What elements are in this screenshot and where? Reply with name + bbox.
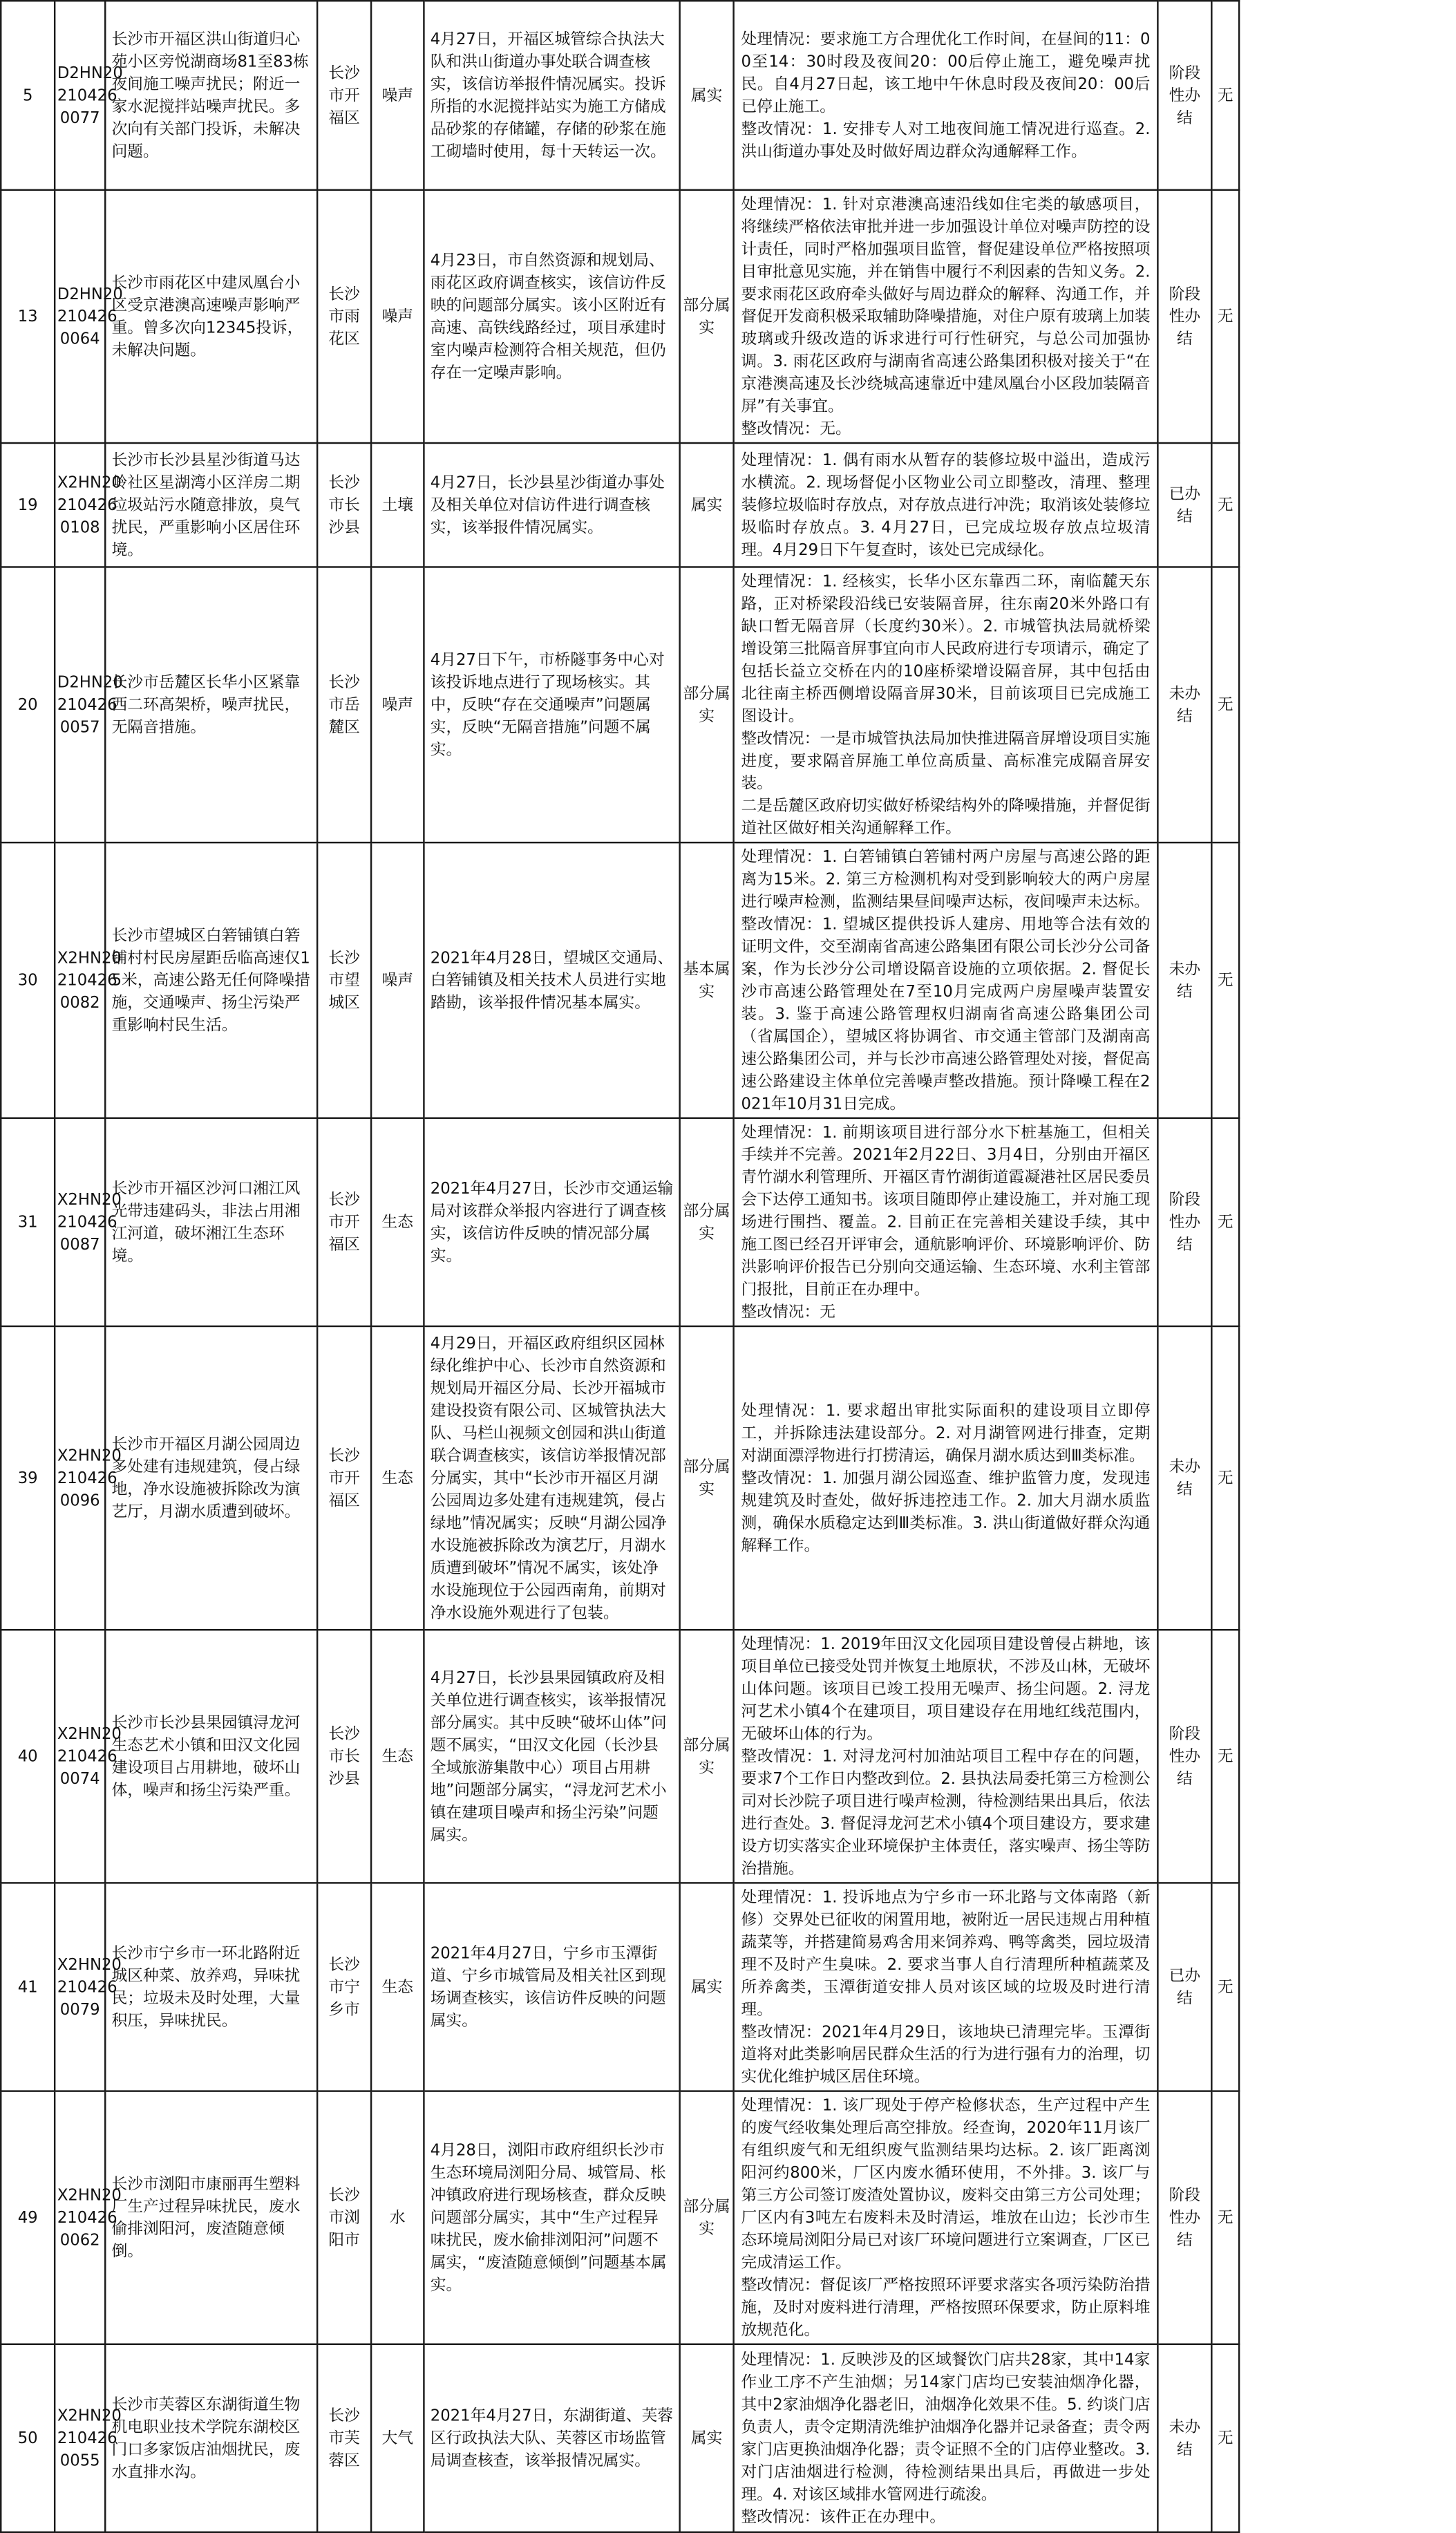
processing-cell [734, 2091, 1158, 2344]
status-cell-line: 结 [1176, 108, 1193, 127]
row-number-cell: 13 [1, 190, 55, 443]
status-cell-line: 未办 [1169, 1457, 1201, 1476]
processing-cell-line: 处理情况：1. 该厂现处于停产检修状态，生产过程中产生的废气经收集处理后高空排放。经查询，2020年11月该厂有组织废气和无组织废气监测结果均达标。2. 该厂距离浏阳河约800米，厂区内废水循环使用，不外排。3. 该厂与第三方公司签订废渣处置协议，废料交由第三方公司处理；厂区内有3吨左右废料未及时清运，堆放在山边；长沙市生态环境局浏阳分局已对该厂环境问题进行立案调查，厂区已完成清运工作。 [741, 2096, 1151, 2272]
case-code-cell-line: X2HN20 [57, 2406, 122, 2425]
table-row [1, 190, 1239, 443]
processing-cell-line: 处理情况：1. 2019年田汉文化园项目建设曾侵占耕地，该项目单位已接受处罚并恢复土地原状，不涉及山林，无破坏山体问题。该项目已竣工投用无噪声、扬尘问题。2. 浔龙河艺术小镇4个在建项目，项目建设存在用地红线范围内，无破坏山体的行为。 [741, 1635, 1151, 1743]
table-row [1, 2091, 1239, 2344]
row-number-cell: 19 [1, 443, 55, 567]
region-cell-line: 市开 [328, 1212, 360, 1232]
case-code-cell-line: X2HN20 [57, 2185, 122, 2205]
region-cell-line: 福区 [328, 1491, 360, 1510]
processing-cell [734, 2344, 1158, 2532]
processing-cell [734, 1, 1158, 190]
case-code-cell-line: 0077 [59, 108, 100, 127]
status-cell-line: 结 [1176, 2440, 1193, 2459]
case-code-cell-line: X2HN20 [57, 1955, 122, 1974]
region-cell [317, 1118, 371, 1326]
status-cell-line: 性办 [1169, 86, 1201, 105]
status-cell [1157, 2344, 1211, 2532]
region-cell-line: 长沙 [328, 1724, 360, 1743]
region-cell-line: 长沙 [328, 63, 360, 82]
status-cell-line: 结 [1176, 1988, 1193, 2008]
pollution-type-cell: 生态 [371, 1883, 424, 2091]
processing-cell-line: 整改情况：该件正在办理中。 [741, 2507, 946, 2526]
processing-cell [734, 1883, 1158, 2091]
processing-cell-line: 处理情况：要求施工方合理优化工作时间，在昼间的11：00至14：30时段及夜间20：00后停止施工，避免噪声扰民。自4月27日起，该工地中午休息时段及夜间20：00后已停止施工。 [741, 30, 1151, 116]
region-cell-line: 福区 [328, 108, 360, 127]
processing-cell-line: 处理情况：1. 投诉地点为宁乡市一环北路与文体南路（新修）交界处已征收的闲置用地，被附近一居民违规占用种植蔬菜等，并搭建简易鸡舍用来饲养鸡、鸭等禽类，园垃圾清理不及时产生臭味。2. 要求当事人自行清理所种植蔬菜及所养禽类，玉潭街道安排人员对该区域的垃圾及时进行清理。 [741, 1887, 1151, 2019]
table-row [1, 1883, 1239, 2091]
pollution-type-cell: 噪声 [371, 1, 424, 190]
case-code-cell-line: X2HN20 [57, 1446, 122, 1465]
region-cell-line: 福区 [328, 1235, 360, 1254]
complaint-description-cell: 长沙市宁乡市一环北路附近城区种菜、放养鸡，异味扰民；垃圾未及时处理，大量积压，异味扰民。 [105, 1883, 317, 2091]
case-code-cell-line: 210426 [57, 970, 117, 990]
region-cell-line: 市开 [328, 86, 360, 105]
processing-cell [734, 190, 1158, 443]
case-code-cell [55, 2344, 122, 2532]
case-code-cell-line: X2HN20 [57, 1724, 122, 1743]
accountability-cell: 无 [1211, 2344, 1239, 2532]
case-code-cell-line: 210426 [57, 1212, 117, 1232]
region-cell-line: 阳市 [328, 2230, 360, 2250]
case-code-cell-line: 210426 [57, 1977, 117, 1996]
region-cell-line: 长沙 [328, 1190, 360, 1209]
region-cell [317, 190, 371, 443]
region-cell-line: 麓区 [328, 717, 360, 737]
case-code-cell-line: 210426 [57, 2207, 117, 2227]
status-cell [1157, 1326, 1211, 1630]
status-cell-line: 性办 [1169, 2207, 1201, 2227]
region-cell-line: 沙县 [328, 1769, 360, 1788]
row-number-cell: 20 [1, 567, 55, 842]
verification-cell: 部分属实 [680, 1118, 734, 1326]
status-cell [1157, 2091, 1211, 2344]
pollution-type-cell: 大气 [371, 2344, 424, 2532]
accountability-cell: 无 [1211, 1630, 1239, 1883]
pollution-type-cell: 水 [371, 2091, 424, 2344]
case-code-cell-line: 210426 [57, 495, 117, 514]
processing-cell-line: 整改情况：1. 对浔龙河村加油站项目工程中存在的问题，要求7个工作日内整改到位。2. 县执法局委托第三方检测公司对长沙院子项目进行噪声检测，待检测结果出具后，依法进行查处。3. 督促浔龙河艺术小镇4个项目建设方，要求建设方切实落实企业环境保护主体责任，落实噪声、扬尘等防治措施。 [741, 1746, 1151, 1878]
status-cell-line: 阶段 [1169, 1724, 1201, 1743]
verification-cell: 属实 [680, 443, 734, 567]
region-cell-line: 乡市 [328, 1999, 360, 2019]
case-code-cell-line: D2HN20 [57, 284, 123, 303]
status-cell-line: 结 [1176, 507, 1193, 525]
pollution-type-cell: 噪声 [371, 190, 424, 443]
case-code-cell-line: 0057 [59, 717, 100, 737]
case-code-cell-line: 0062 [59, 2230, 100, 2250]
accountability-cell: 无 [1211, 443, 1239, 567]
processing-cell [734, 1118, 1158, 1326]
processing-cell [734, 443, 1158, 567]
row-number-cell: 40 [1, 1630, 55, 1883]
investigation-cell: 4月27日，开福区城管综合执法大队和洪山街道办事处联合调查核实，该信访举报件情况属实。投诉所指的水泥搅拌站实为施工方储成品砂浆的存储罐，存储的砂浆在施工砌墙时使用，每十天转运一次。 [424, 1, 679, 190]
status-cell-line: 结 [1176, 706, 1193, 725]
region-cell-line: 市芙 [328, 2428, 360, 2447]
row-number-cell: 5 [1, 1, 55, 190]
table-row [1, 567, 1239, 842]
complaint-description-cell: 长沙市长沙县果园镇浔龙河生态艺术小镇和田汉文化园建设项目占用耕地，破坏山体，噪声和扬尘污染严重。 [105, 1630, 317, 1883]
complaint-description-cell: 长沙市长沙县星沙街道马达岭社区星湖湾小区洋房二期垃圾站污水随意排放，臭气扰民，严重影响小区居住环境。 [105, 443, 317, 567]
complaint-description-cell: 长沙市开福区沙河口湘江风光带违建码头，非法占用湘江河道，破坏湘江生态环境。 [105, 1118, 317, 1326]
status-cell-line: 结 [1176, 329, 1193, 348]
processing-cell-line: 整改情况：一是市城管执法局加快推进隔音屏增设项目实施进度，要求隔音屏施工单位高质量、高标准完成隔音屏安装。 [741, 728, 1151, 793]
status-cell [1157, 567, 1211, 842]
status-cell [1157, 1, 1211, 190]
verification-cell: 属实 [680, 1, 734, 190]
case-code-cell-line: 210426 [57, 695, 117, 714]
table-row [1, 1630, 1239, 1883]
row-number-cell: 50 [1, 2344, 55, 2532]
status-cell-line: 结 [1176, 1235, 1193, 1254]
row-number-cell: 41 [1, 1883, 55, 2091]
accountability-cell: 无 [1211, 1883, 1239, 2091]
table-row [1, 2344, 1239, 2532]
case-code-cell-line: D2HN20 [57, 63, 123, 82]
accountability-cell: 无 [1211, 1326, 1239, 1630]
region-cell-line: 蓉区 [328, 2451, 360, 2470]
case-code-cell-line: 0108 [59, 518, 100, 537]
status-cell-line: 阶段 [1169, 2185, 1201, 2205]
investigation-cell: 2021年4月27日，东湖街道、芙蓉区行政执法大队、芙蓉区市场监管局调查核查，该举报情况属实。 [424, 2344, 679, 2532]
status-cell-line: 结 [1176, 981, 1193, 1001]
status-cell-line: 阶段 [1169, 1190, 1201, 1209]
processing-cell-line: 处理情况：1. 针对京港澳高速沿线如住宅类的敏感项目，将继续严格依法审批并进一步加强设计单位对噪声防控的设计责任，同时严格加强项目监管，督促建设单位严格按照项目审批意见实施，并在销售中履行不利因素的告知义务。2. 要求雨花区政府牵头做好与周边群众的解释、沟通工作，并督促开发商积极采取辅助降噪措施，对住户原有玻璃上加装玻璃或升级改造的诉求进行可行性研究，与总公司加强协调。3. 雨花区政府与湖南省高速公路集团积极对接关于“在京港澳高速及长沙绕城高速靠近中建凤凰台小区段加装隔音屏”有关事宜。 [741, 194, 1151, 415]
processing-cell-line: 整改情况：1. 加强月湖公园巡查、维护监管力度，发现违规建筑及时查处，做好拆违控违工作。2. 加大月湖水质监测，确保水质稳定达到Ⅲ类标准。3. 洪山街道做好群众沟通解释工作。 [741, 1468, 1151, 1555]
region-cell-line: 市岳 [328, 695, 360, 714]
verification-cell: 部分属实 [680, 567, 734, 842]
investigation-cell: 4月28日，浏阳市政府组织长沙市生态环境局浏阳分局、城管局、枨冲镇政府进行现场核查，群众反映问题部分属实，其中“生产过程异味扰民，废水偷排浏阳河”问题不属实，“废渣随意倾倒”问题基本属实。 [424, 2091, 679, 2344]
region-cell [317, 842, 371, 1118]
processing-cell-line: 处理情况：1. 前期该项目进行部分水下桩基施工，但相关手续并不完善。2021年2月22日、3月4日，分别由开福区青竹湖水利管理所、开福区青竹湖街道霞凝港社区居民委员会下达停工通知书。该项目随即停止建设施工，并对施工现场进行围挡、覆盖。2. 目前正在完善相关建设手续，其中施工图已经召开评审会，通航影响评价、环境影响评价、防洪影响评价报告已分别向交通运输、生态环境、水利主管部门报批，目前正在办理中。 [741, 1122, 1151, 1299]
region-cell-line: 长沙 [328, 1446, 360, 1465]
case-code-cell-line: 210426 [57, 2428, 117, 2447]
investigation-cell: 4月23日，市自然资源和规划局、雨花区政府调查核实，该信访件反映的问题部分属实。该小区附近有高速、高铁线路经过，项目承建时室内噪声检测符合相关规范，但仍存在一定噪声影响。 [424, 190, 679, 443]
table-row [1, 1326, 1239, 1630]
case-code-cell [55, 190, 123, 443]
status-cell [1157, 842, 1211, 1118]
complaint-description-cell: 长沙市开福区月湖公园周边多处建有违规建筑，侵占绿地，净水设施被拆除改为演艺厅，月湖水质遭到破坏。 [105, 1326, 317, 1630]
investigation-cell: 4月27日，长沙县果园镇政府及相关单位进行调查核实，该举报情况部分属实。其中反映“破坏山体”问题不属实，“田汉文化园（长沙县全域旅游集散中心）项目占用耕地”问题部分属实，“浔龙河艺术小镇在建项目噪声和扬尘污染”问题属实。 [424, 1630, 679, 1883]
processing-cell-line: 处理情况：1. 偶有雨水从暂存的装修垃圾中溢出，造成污水横流。2. 现场督促小区物业公司立即整改，清理、整理装修垃圾临时存放点，对存放点进行冲洗；取消该处装修垃圾临时存放点。3. 4月27日，已完成垃圾存放点垃圾清理。4月29日下午复查时，该处已完成绿化。 [741, 450, 1151, 559]
verification-cell: 部分属实 [680, 1326, 734, 1630]
status-cell-line: 性办 [1169, 307, 1201, 326]
verification-cell: 基本属实 [680, 842, 734, 1118]
region-cell [317, 1883, 371, 2091]
case-code-cell [55, 443, 122, 567]
case-code-cell-line: X2HN20 [57, 948, 122, 967]
status-cell [1157, 1630, 1211, 1883]
processing-cell-line: 二是岳麓区政府切实做好桥梁结构外的降噪措施，并督促街道社区做好相关沟通解释工作。 [741, 796, 1151, 838]
case-code-cell-line: 210426 [57, 1746, 117, 1766]
status-cell-line: 未办 [1169, 2417, 1201, 2436]
complaint-description-cell: 长沙市雨花区中建凤凰台小区受京港澳高速噪声影响严重。曾多次向12345投诉，未解决问题。 [105, 190, 317, 443]
case-code-cell [55, 567, 123, 842]
status-cell-line: 结 [1176, 2230, 1193, 2250]
processing-cell [734, 842, 1158, 1118]
case-code-cell-line: 0082 [59, 993, 100, 1012]
verification-cell: 部分属实 [680, 190, 734, 443]
status-cell-line: 阶段 [1169, 284, 1201, 303]
accountability-cell: 无 [1211, 190, 1239, 443]
accountability-cell: 无 [1211, 2091, 1239, 2344]
region-cell [317, 443, 371, 567]
accountability-cell: 无 [1211, 1, 1239, 190]
status-cell [1157, 190, 1211, 443]
complaint-description-cell: 长沙市开福区洪山街道归心苑小区旁悦湖商场81至83栋夜间施工噪声扰民；附近一家水泥搅拌站噪声扰民。多次向有关部门投诉，未解决问题。 [105, 1, 317, 190]
case-code-cell [55, 1118, 122, 1326]
region-cell-line: 长沙 [328, 2185, 360, 2205]
region-cell-line: 市望 [328, 970, 360, 990]
verification-cell: 属实 [680, 2344, 734, 2532]
verification-cell: 部分属实 [680, 1630, 734, 1883]
status-cell [1157, 1118, 1211, 1326]
region-cell-line: 城区 [328, 993, 360, 1012]
case-code-cell [55, 1326, 122, 1630]
status-cell-line: 性办 [1169, 1746, 1201, 1766]
processing-cell [734, 1326, 1158, 1630]
processing-cell [734, 1630, 1158, 1883]
region-cell-line: 市开 [328, 1468, 360, 1487]
region-cell-line: 长沙 [328, 948, 360, 967]
case-code-cell-line: 210426 [57, 307, 117, 326]
region-cell [317, 2344, 371, 2532]
case-code-cell-line: 0096 [59, 1491, 100, 1510]
complaint-description-cell: 长沙市望城区白箬铺镇白箬铺村村民房屋距岳临高速仅15米，高速公路无任何降噪措施，交通噪声、扬尘污染严重影响村民生活。 [105, 842, 317, 1118]
region-cell [317, 1, 371, 190]
processing-cell-line: 处理情况：1. 反映涉及的区域餐饮门店共28家，其中14家作业工序不产生油烟；另14家门店均已安装油烟净化器，其中2家油烟净化器老旧，油烟净化效果不佳。5. 约谈门店负责人，责令定期清洗维护油烟净化器并记录备查；责令两家门店更换油烟净化器；责令证照不全的门店停业整改。3. 对门店油烟进行检测，待检测结果出具后，再做进一步处理。4. 对该区域排水管网进行疏浚。 [741, 2350, 1151, 2503]
region-cell [317, 1630, 371, 1883]
region-cell-line: 长沙 [328, 1955, 360, 1974]
case-code-cell [55, 2091, 122, 2344]
investigation-cell: 2021年4月27日，宁乡市玉潭街道、宁乡市城管局及相关社区到现场调查核实，该信访件反映的问题属实。 [424, 1883, 679, 2091]
processing-cell-line: 整改情况：无。 [741, 419, 851, 438]
investigation-cell: 4月29日，开福区政府组织区园林绿化维护中心、长沙市自然资源和规划局开福区分局、长沙开福城市建设投资有限公司、区城管执法大队、马栏山视频文创园和洪山街道联合调查核实，该信访举报情况部分属实，其中“长沙市开福区月湖公园周边多处建有违规建筑，侵占绿地”情况属实；反映“月湖公园净水设施被拆除改为演艺厅，月湖水质遭到破坏”情况不属实，该处净水设施现位于公园西南角，前期对净水设施外观进行了包装。 [424, 1326, 679, 1630]
region-cell-line: 长沙 [328, 473, 360, 492]
table-row [1, 1118, 1239, 1326]
region-cell-line: 市长 [328, 495, 360, 514]
region-cell-line: 长沙 [328, 672, 360, 692]
processing-cell-line: 处理情况：1. 经核实，长华小区东靠西二环，南临麓天东路，正对桥梁段沿线已安装隔音屏，往东南20米外路口有缺口暂无隔音屏（长度约30米）。2. 市城管执法局就桥梁增设第三批隔音屏事宜向市人民政府进行专项请示，确定了包括长益立交桥在内的10座桥梁增设隔音屏，其中包括由北往南主桥西侧增设隔音屏30米，目前该项目已完成施工图设计。 [741, 572, 1151, 725]
region-cell-line: 市浏 [328, 2207, 360, 2227]
pollution-type-cell: 生态 [371, 1630, 424, 1883]
pollution-type-cell: 噪声 [371, 567, 424, 842]
status-cell-line: 结 [1176, 1769, 1193, 1788]
complaint-description-cell: 长沙市岳麓区长华小区紧靠西二环高架桥，噪声扰民，无隔音措施。 [105, 567, 317, 842]
investigation-cell: 2021年4月27日，长沙市交通运输局对该群众举报内容进行了调查核实，该信访件反映的情况部分属实。 [424, 1118, 679, 1326]
region-cell-line: 长沙 [328, 284, 360, 303]
status-cell-line: 未办 [1169, 959, 1201, 979]
case-code-cell-line: X2HN20 [57, 473, 122, 492]
case-code-cell-line: 210426 [57, 1468, 117, 1487]
processing-cell-line: 整改情况：2021年4月29日，该地块已清理完毕。玉潭街道将对此类影响居民群众生活的行为进行强有力的治理，切实优化维护城区居住环境。 [741, 2022, 1151, 2086]
case-code-cell-line: X2HN20 [57, 1190, 122, 1209]
status-cell-line: 未办 [1169, 684, 1201, 703]
region-cell [317, 567, 371, 842]
accountability-cell: 无 [1211, 567, 1239, 842]
processing-cell [734, 567, 1158, 842]
region-cell-line: 市长 [328, 1746, 360, 1766]
status-cell-line: 结 [1176, 1480, 1193, 1498]
row-number-cell: 49 [1, 2091, 55, 2344]
region-cell [317, 2091, 371, 2344]
processing-cell-line: 处理情况：1. 白箬铺镇白箬铺村两户房屋与高速公路的距离为15米。2. 第三方检测机构对受到影响较大的两户房屋进行噪声检测，监测结果昼间噪声达标，夜间噪声未达标。 [741, 847, 1151, 911]
case-code-cell [55, 842, 122, 1118]
accountability-cell: 无 [1211, 842, 1239, 1118]
verification-cell: 部分属实 [680, 2091, 734, 2344]
complaint-description-cell: 长沙市浏阳市康丽再生塑料厂生产过程异味扰民，废水偷排浏阳河，废渣随意倾倒。 [105, 2091, 317, 2344]
table-row [1, 1, 1239, 190]
complaint-description-cell: 长沙市芙蓉区东湖街道生物机电职业技术学院东湖校区门口多家饭店油烟扰民，废水直排水沟。 [105, 2344, 317, 2532]
region-cell-line: 市雨 [328, 307, 360, 326]
investigation-cell: 4月27日下午，市桥隧事务中心对该投诉地点进行了现场核实。其中，反映“存在交通噪声”问题属实，反映“无隔音措施”问题不属实。 [424, 567, 679, 842]
case-code-cell [55, 1630, 122, 1883]
case-code-cell-line: 0074 [59, 1769, 100, 1788]
case-code-cell [55, 1, 123, 190]
table-row [1, 443, 1239, 567]
pollution-type-cell: 生态 [371, 1118, 424, 1326]
pollution-type-cell: 生态 [371, 1326, 424, 1630]
status-cell-line: 阶段 [1169, 63, 1201, 82]
region-cell [317, 1326, 371, 1630]
region-cell-line: 沙县 [328, 518, 360, 537]
case-code-cell-line: 0064 [59, 329, 100, 348]
investigation-cell: 2021年4月28日，望城区交通局、白箬铺镇及相关技术人员进行实地踏勘，该举报件情况基本属实。 [424, 842, 679, 1118]
status-cell-line: 已办 [1169, 1966, 1201, 1985]
table-row [1, 842, 1239, 1118]
status-cell [1157, 443, 1211, 567]
investigation-cell: 4月27日，长沙县星沙街道办事处及相关单位对信访件进行调查核实，该举报件情况属实。 [424, 443, 679, 567]
processing-cell-line: 整改情况：无 [741, 1302, 835, 1321]
row-number-cell: 39 [1, 1326, 55, 1630]
row-number-cell: 31 [1, 1118, 55, 1326]
case-code-cell-line: 0055 [59, 2451, 100, 2470]
accountability-cell: 无 [1211, 1118, 1239, 1326]
processing-cell-line: 整改情况：1. 望城区提供投诉人建房、用地等合法有效的证明文件，交至湖南省高速公路集团有限公司长沙分公司备案，作为长沙分公司增设隔音设施的立项依据。2. 督促长沙市高速公路管理处在7至10月完成两户房屋噪声装置安装。3. 鉴于高速公路管理权归湖南省高速公路集团公司（省属国企），望城区将协调省、市交通主管部门及湖南高速公路集团公司，并与长沙市高速公路管理处对接，督促高速公路建设主体单位完善噪声整改措施。预计降噪工程在2021年10月31日完成。 [741, 914, 1151, 1113]
case-code-cell-line: D2HN20 [57, 672, 123, 692]
region-cell-line: 市宁 [328, 1977, 360, 1996]
region-cell-line: 花区 [328, 329, 360, 348]
region-cell-line: 长沙 [328, 2406, 360, 2425]
pollution-type-cell: 噪声 [371, 842, 424, 1118]
processing-cell-line: 整改情况：1. 安排专人对工地夜间施工情况进行巡查。2. 洪山街道办事处及时做好周边群众沟通解释工作。 [741, 119, 1151, 161]
status-cell [1157, 1883, 1211, 2091]
processing-cell-line: 整改情况：督促该厂严格按照环评要求落实各项污染防治措施，及时对废料进行清理，严格按照环保要求，防止原料堆放规范化。 [741, 2275, 1151, 2339]
case-code-cell [55, 1883, 122, 2091]
case-code-cell-line: 210426 [57, 86, 117, 105]
pollution-type-cell: 土壤 [371, 443, 424, 567]
case-code-cell-line: 0087 [59, 1235, 100, 1254]
verification-cell: 属实 [680, 1883, 734, 2091]
case-code-cell-line: 0079 [59, 1999, 100, 2019]
row-number-cell: 30 [1, 842, 55, 1118]
status-cell-line: 已办 [1169, 484, 1201, 503]
status-cell-line: 性办 [1169, 1212, 1201, 1232]
processing-cell-line: 处理情况：1. 要求超出审批实际面积的建设项目立即停工，并拆除违法建设部分。2. 对月湖管网进行排查，定期对湖面漂浮物进行打捞清运，确保月湖水质达到Ⅲ类标准。 [741, 1401, 1151, 1465]
